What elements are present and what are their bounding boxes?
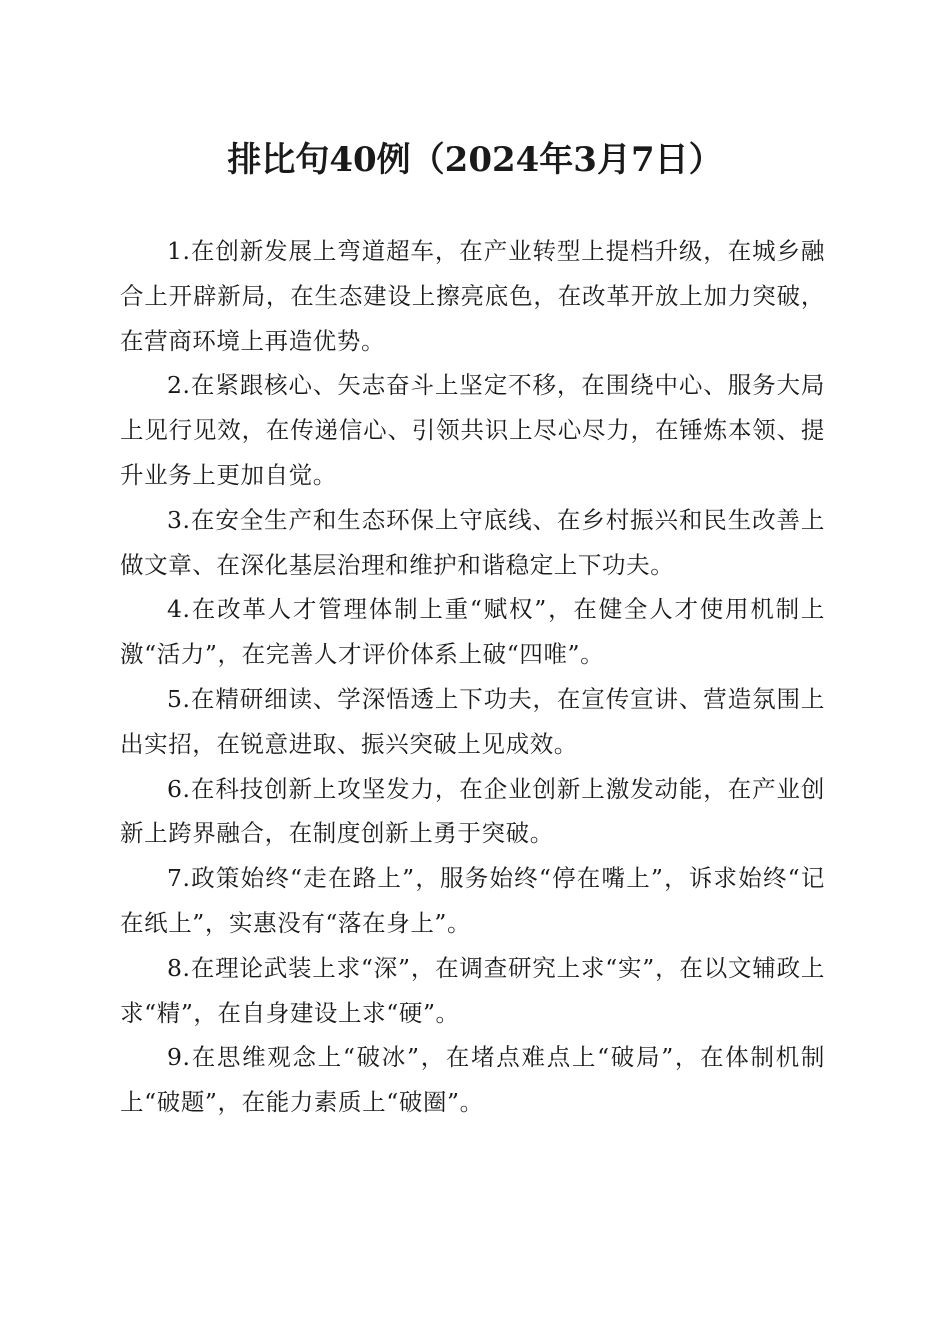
paragraph-1: 1.在创新发展上弯道超车，在产业转型上提档升级，在城乡融合上开辟新局，在生态建设上擦亮底色，在改革开放上加力突破，在营商环境上再造优势。 — [120, 237, 825, 355]
paragraph-7: 7.政策始终“走在路上”，服务始终“停在嘴上”，诉求始终“记在纸上”，实惠没有“落在身上”。 — [120, 864, 825, 937]
paragraph-8: 8.在理论武装上求“深”，在调查研究上求“实”，在以文辅政上求“精”，在自身建设上求“硬”。 — [120, 953, 825, 1027]
paragraph-6: 6.在科技创新上攻坚发力，在企业创新上激发动能，在产业创新上跨界融合，在制度创新上勇于突破。 — [120, 774, 825, 848]
paragraph-5: 5.在精研细读、学深悟透上下功夫，在宣传宣讲、营造氛围上出实招，在锐意进取、振兴突破上见成效。 — [120, 684, 825, 758]
paragraph-2: 2.在紧跟核心、矢志奋斗上坚定不移，在围绕中心、服务大局上见行见效，在传递信心、引领共识上尽心尽力，在锤炼本领、提升业务上更加自觉。 — [120, 371, 825, 489]
paragraph-9: 9.在思维观念上“破冰”，在堵点难点上“破局”，在体制机制上“破题”，在能力素质上“破圈”。 — [120, 1043, 825, 1117]
document-title: 排比句40例（2024年3月7日） — [227, 140, 723, 180]
paragraph-4: 4.在改革人才管理体制上重“赋权”，在健全人才使用机制上激“活力”，在完善人才评价体系上破“四唯”。 — [120, 595, 825, 669]
paragraph-3: 3.在安全生产和生态环保上守底线、在乡村振兴和民生改善上做文章、在深化基层治理和维护和谐稳定上下功夫。 — [120, 505, 825, 579]
document-body — [120, 229, 825, 1125]
